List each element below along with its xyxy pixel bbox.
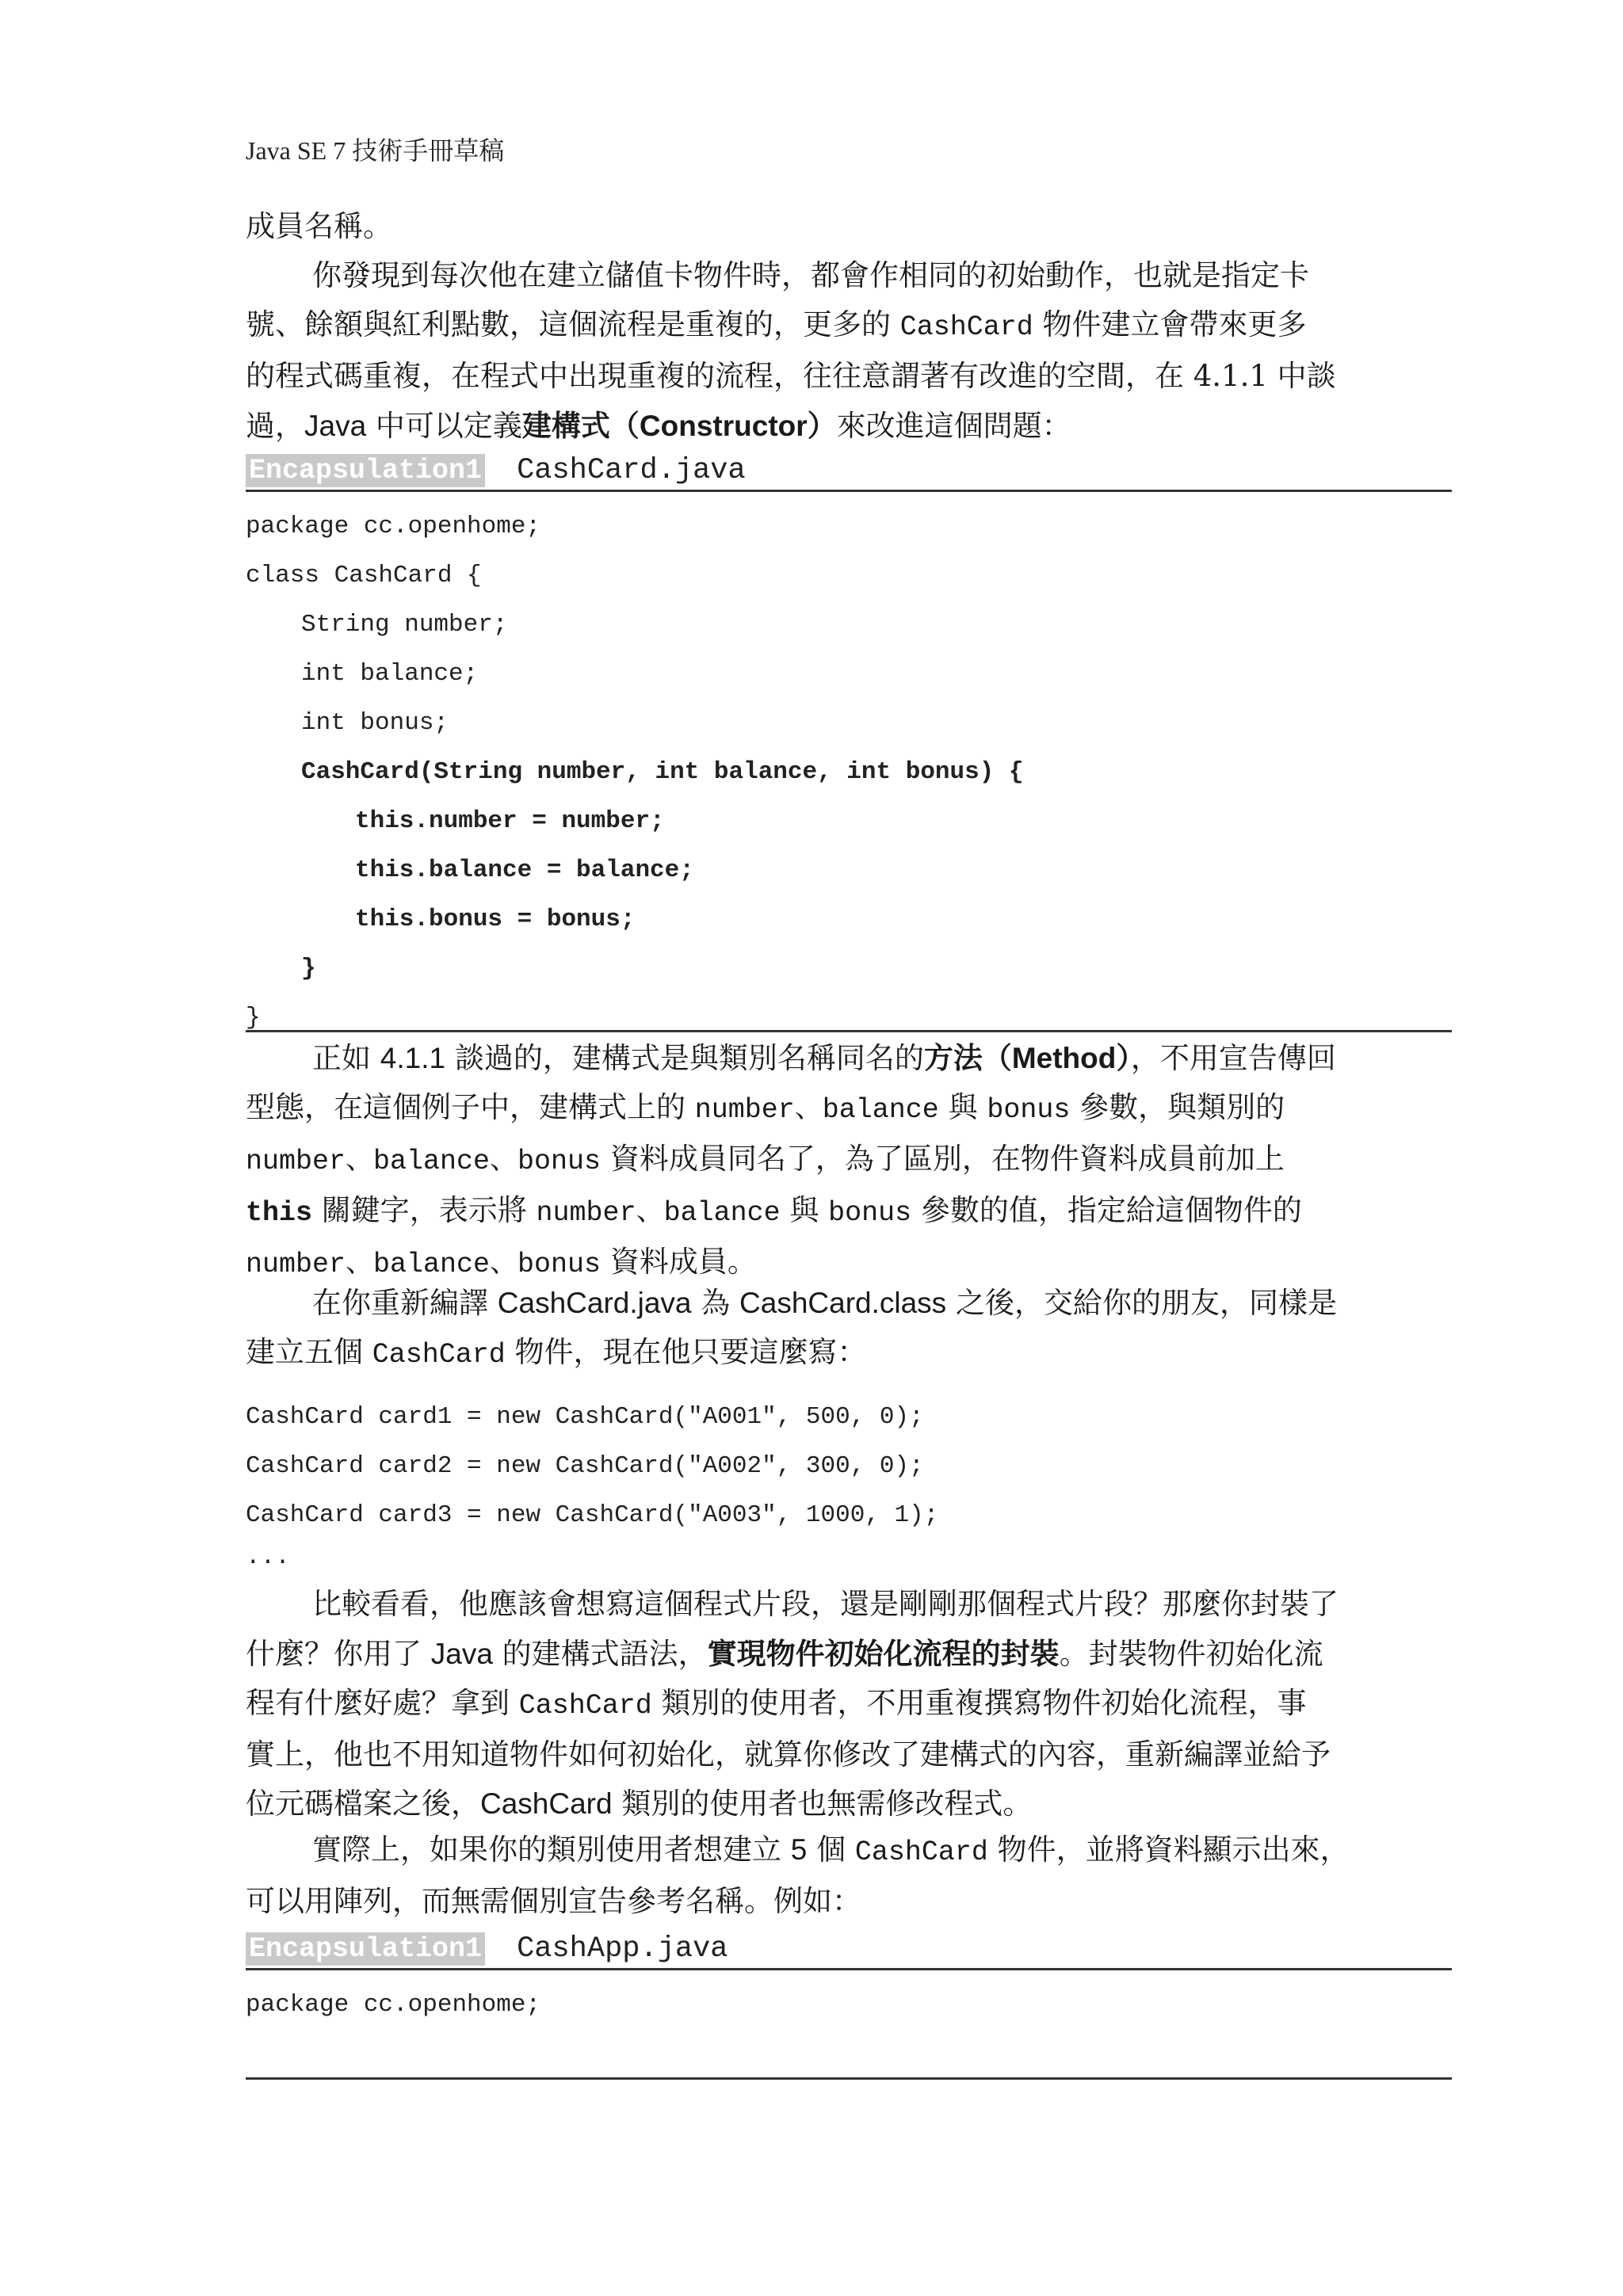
bold-term: Constructor (639, 410, 808, 442)
text: 關鍵字，表示將 (312, 1193, 537, 1227)
text: 來改進這個問題： (836, 409, 1071, 443)
code-line: class CashCard { (246, 562, 482, 589)
text: 參數，與類別的 (1070, 1090, 1285, 1124)
text: 資料成員。 (601, 1245, 757, 1279)
text: 型態，在這個例子中，建構式上的 (246, 1090, 695, 1124)
text: 4.1.1 (380, 1042, 446, 1074)
paragraph-constructor-intro (246, 251, 1450, 451)
inline-code: number、balance (536, 1197, 781, 1229)
inline-code: this (246, 1197, 313, 1229)
file-name: CashCard.java (497, 1287, 692, 1319)
text: 資料成員同名了，為了區別，在物件資料成員前加上 (601, 1142, 1285, 1176)
inline-code: CashCard (372, 1339, 506, 1371)
code-line: this.balance = balance; (355, 856, 694, 884)
inline-code: number、balance (694, 1094, 939, 1126)
text-line (246, 1083, 1450, 1135)
paragraph-compare (246, 1580, 1450, 1829)
code-file-label (246, 452, 1452, 492)
text: 建立五個 (246, 1335, 372, 1369)
code-line: int bonus; (301, 709, 449, 737)
text: 實際上，如果你的類別使用者想建立 (312, 1833, 791, 1867)
text: 號、餘額與紅利點數，這個流程是重複的，更多的 (246, 307, 900, 341)
code-line: CashCard(String number, int balance, int bonus) { (301, 758, 1024, 786)
text: 個 (807, 1833, 855, 1867)
code-line: String number; (301, 611, 508, 639)
code-line: package cc.openhome; (246, 513, 541, 540)
code-line: this.bonus = bonus; (355, 906, 636, 933)
paragraph-array (246, 1825, 1450, 1926)
text-line (246, 1629, 1450, 1679)
file-name: CashApp.java (517, 1932, 728, 1966)
text: 與 (780, 1193, 829, 1227)
text-line (246, 1779, 1450, 1829)
text-line (246, 1279, 1450, 1328)
code-line: } (301, 955, 316, 982)
bold-term: 實現物件初始化流程的封裝 (707, 1636, 1060, 1671)
code-line: CashCard card1 = new CashCard("A001", 500, 0); (246, 1403, 924, 1431)
term: CashCard (480, 1787, 613, 1820)
text: 與 (938, 1090, 987, 1124)
bold-term: 建構式（ (521, 408, 640, 443)
bold-term: ） (807, 408, 837, 443)
code-line: this.number = number; (355, 807, 665, 835)
text-line: 可以用陣列，而無需個別宣告參考名稱。例如： (246, 1884, 861, 1918)
term: Java (430, 1638, 493, 1670)
text-line (246, 300, 1450, 352)
code-line: int balance; (301, 660, 479, 688)
code-line: CashCard card2 = new CashCard("A002", 300, 0); (246, 1452, 924, 1480)
text: 為 (691, 1286, 740, 1320)
text: 類別的使用者也無需修改程式。 (612, 1787, 1033, 1821)
text: 什麼？你用了 (246, 1637, 431, 1671)
paragraph-recompile (246, 1279, 1450, 1379)
example-tag: Encapsulation1 (246, 1932, 485, 1966)
code-block-cashcard (246, 502, 1452, 1043)
page-header: Java SE 7 技術手冊草稿 (246, 136, 505, 165)
code-line: CashCard card3 = new CashCard("A003", 1000, 1); (246, 1501, 939, 1529)
code-file-label (246, 1930, 1452, 1970)
inline-code: bonus (828, 1197, 912, 1229)
text: 類別的使用者，不用重複撰寫物件初始化流程，事 (651, 1686, 1307, 1720)
code-line: } (246, 1004, 261, 1032)
text: 之後，交給你的朋友，同樣是 (946, 1286, 1337, 1320)
text: 5 (790, 1833, 808, 1866)
text: 。封裝物件初始化流 (1059, 1637, 1323, 1671)
text-line (246, 1825, 1450, 1877)
paragraph-constructor-explained (246, 1033, 1450, 1289)
bold-term: ） (1116, 1040, 1131, 1075)
code-block-usage (246, 1393, 1452, 1575)
text-line (246, 1033, 1450, 1083)
text: 位元碼檔案之後， (246, 1787, 480, 1821)
file-name: CashCard.java (517, 454, 746, 487)
text: ，不用宣告傳回 (1130, 1041, 1336, 1075)
text-line: 成員名稱。 (246, 209, 392, 243)
text: 的建構式語法， (492, 1637, 708, 1671)
inline-code: bonus (987, 1094, 1071, 1126)
text: 物件建立會帶來更多 (1033, 307, 1307, 341)
code-line: ... (246, 1543, 290, 1571)
text-line (246, 401, 1450, 451)
bold-term: 方法（ (923, 1040, 1012, 1075)
text: 程有什麼好處？拿到 (246, 1686, 519, 1720)
text: 物件，並將資料顯示出來， (987, 1833, 1350, 1867)
text: 正如 (312, 1041, 380, 1075)
code-block-cashapp (246, 1981, 1452, 2030)
text-line: 的程式碼重複，在程式中出現重複的流程，往往意謂著有改進的空間，在 4.1.1 中談 (246, 359, 1336, 393)
text-line: 比較看看，他應該會想寫這個程式片段，還是剛剛那個程式片段？那麼你封裝了 (312, 1587, 1338, 1621)
code-block-bottom-rule (246, 2077, 1452, 2080)
inline-code: CashCard (518, 1690, 652, 1722)
text: 在你重新編譯 (312, 1286, 498, 1320)
code-line: package cc.openhome; (246, 1991, 541, 2019)
text: 參數的值，指定給這個物件的 (911, 1193, 1302, 1227)
file-name: CashCard.class (739, 1287, 947, 1319)
text: 物件，現在他只要這麼寫： (505, 1335, 867, 1369)
bold-term: Method (1011, 1042, 1117, 1074)
inline-code: number、balance、bonus (246, 1146, 601, 1177)
text-line (246, 1135, 1450, 1186)
text: 談過的，建構式是與類別名稱同名的 (445, 1041, 924, 1075)
example-tag: Encapsulation1 (246, 454, 485, 487)
term: Java (304, 410, 367, 442)
text-line: 實上，他也不用知道物件如何初始化，就算你修改了建構式的內容，重新編譯並給予 (246, 1737, 1331, 1772)
inline-code: CashCard (899, 311, 1033, 343)
text: 中可以定義 (366, 409, 522, 443)
text-line (246, 1328, 1450, 1379)
text-line (246, 1679, 1450, 1730)
text-line: 你發現到每次他在建立儲值卡物件時，都會作相同的初始動作，也就是指定卡 (312, 258, 1309, 292)
inline-code: CashCard (854, 1836, 988, 1868)
text: 過， (246, 409, 304, 443)
code-block-bottom-rule (246, 1030, 1452, 1032)
text-line (246, 1186, 1450, 1238)
inline-code: number、balance、bonus (246, 1249, 601, 1280)
paragraph-continuation (246, 202, 1450, 251)
